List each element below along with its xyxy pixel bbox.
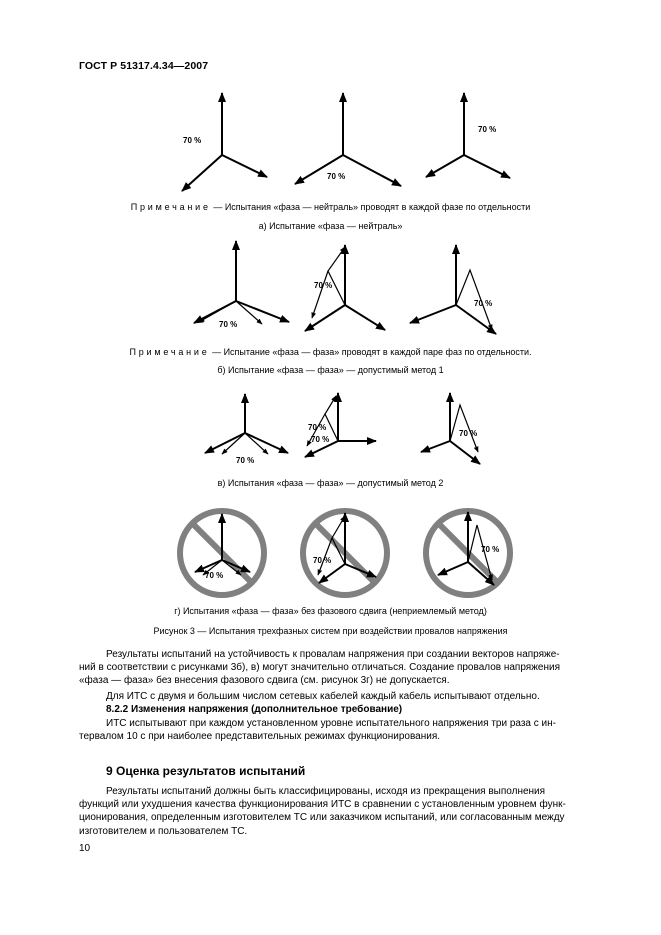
paragraph-results-classification: Результаты испытаний должны быть классифицированы, исходя из прекращения выполнения функций или ухудшения качества функционирования ИТС в сравнении с установленным уровнем функ- ционирования, определенным изготовителем ТС или заказчиком испытаний, или согласованным между изготовителем и пользователем ТС.: [79, 786, 566, 837]
document-code: ГОСТ Р 51317.4.34—2007: [79, 60, 209, 72]
caption-row-c: в) Испытания «фаза — фаза» — допустимый метод 2: [217, 478, 444, 488]
note-row-a: Примечание — Испытания «фаза — нейтраль» проводят в каждой фазе по отдельности: [130, 202, 531, 212]
label-70-a1: 70 %: [183, 136, 202, 145]
diagram-d1: [180, 511, 264, 595]
label-70-c3: 70 %: [459, 429, 478, 438]
label-70-a3: 70 %: [478, 125, 497, 134]
diagram-a2: [295, 93, 401, 186]
subsection-heading-8-2-2: 8.2.2 Изменения напряжения (дополнительное требование): [106, 704, 403, 715]
label-70-c2b: 70 %: [311, 435, 330, 444]
diagram-c1: [205, 394, 288, 454]
paragraph-cables: Для ИТС с двумя и большим числом сетевых кабелей каждый кабель испытывают отдельно.: [106, 691, 540, 702]
paragraph-voltage-variation: ИТС испытывают при каждом установленном уровне испытательного напряжения три раза с ин- тервалом 10 с при наиболее представительных режимах функционирования.: [79, 718, 556, 743]
caption-row-b: б) Испытание «фаза — фаза» — допустимый метод 1: [217, 365, 444, 375]
label-70-c2a: 70 %: [308, 423, 327, 432]
diagram-d2: [303, 511, 387, 595]
diagram-a3: [426, 93, 510, 178]
label-70-c1: 70 %: [236, 456, 255, 465]
figure-title: Рисунок 3 — Испытания трехфазных систем при воздействии провалов напряжения: [153, 626, 508, 636]
page-number: 10: [79, 843, 91, 854]
section-heading-9: 9 Оценка результатов испытаний: [106, 764, 306, 778]
label-70-d3: 70 %: [481, 545, 500, 554]
caption-row-a: а) Испытание «фаза — нейтраль»: [258, 221, 403, 231]
label-70-d1: 70 %: [205, 571, 224, 580]
paragraph-dip-results: Результаты испытаний на устойчивость к провалам напряжения при создании векторов напряже- ний в соответствии с рисунками 3б), в) могут значительно отличаться. Создание провалов напряжения «фаза — фаза» без внесения фазового сдвига (см. рисунок 3г) не допускается.: [79, 649, 560, 687]
note-row-b: Примечание — Испытание «фаза — фаза» проводят в каждой паре фаз по отдельности.: [129, 347, 532, 357]
label-70-a2: 70 %: [327, 172, 346, 181]
label-70-b3: 70 %: [474, 299, 493, 308]
label-70-b2: 70 %: [314, 281, 333, 290]
diagram-b3: [410, 245, 496, 334]
diagram-b1: [194, 241, 289, 324]
caption-row-d: г) Испытания «фаза — фаза» без фазового сдвига (неприемлемый метод): [174, 606, 487, 616]
label-70-b1: 70 %: [219, 320, 238, 329]
label-70-d2: 70 %: [313, 556, 332, 565]
